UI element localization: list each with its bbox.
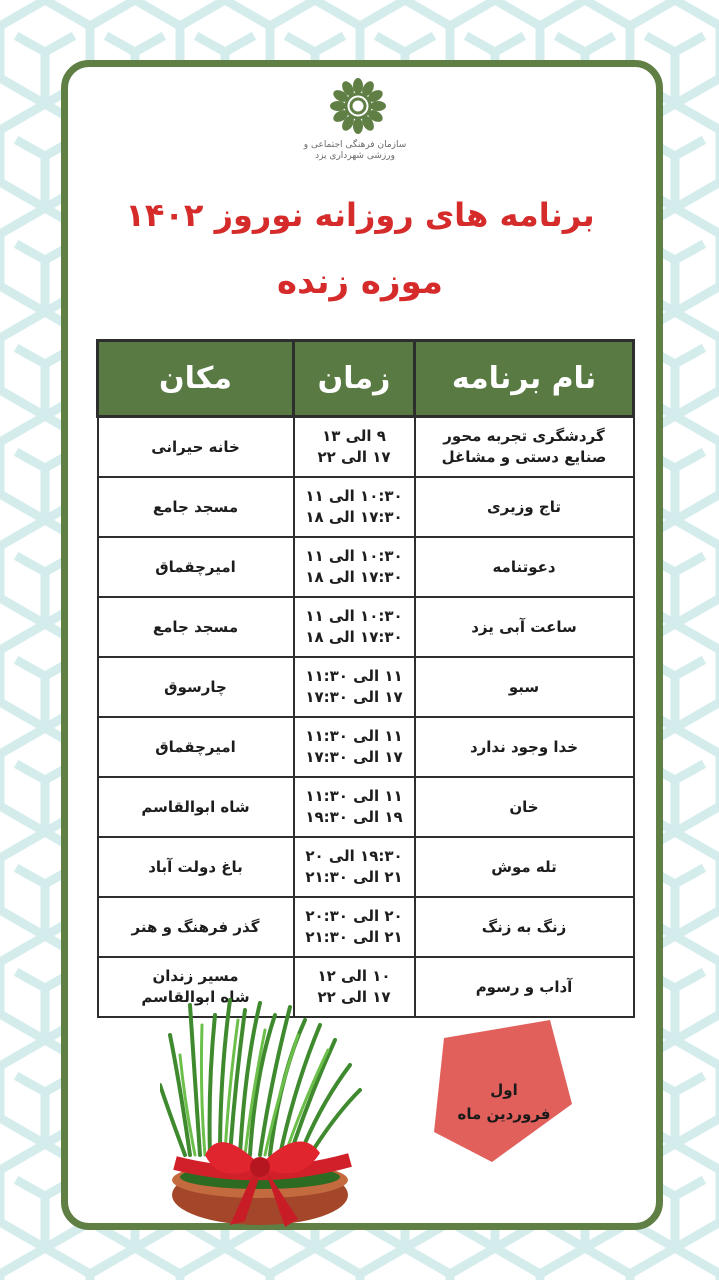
program-place: مسجد جامع [98,477,294,537]
program-time: ۱۹:۳۰ الی ۲۰ ۲۱ الی ۲۱:۳۰ [294,837,415,897]
program-place: خانه حیرانی [98,417,294,478]
program-time: ۹ الی ۱۳ ۱۷ الی ۲۲ [294,417,415,478]
program-time: ۱۱ الی ۱۱:۳۰ ۱۷ الی ۱۷:۳۰ [294,657,415,717]
badge-line2: فروردین ماه [457,1105,551,1123]
table-row [98,537,634,597]
page-title: برنامه های روزانه نوروز ۱۴۰۲ [125,196,595,234]
date-badge-text [440,1078,568,1126]
program-time: ۱۰:۳۰ الی ۱۱ ۱۷:۳۰ الی ۱۸ [294,597,415,657]
program-time: ۱۰:۳۰ الی ۱۱ ۱۷:۳۰ الی ۱۸ [294,537,415,597]
program-name: ساعت آبی یزد [415,597,634,657]
program-name: خدا وجود ندارد [415,717,634,777]
table-header-row [98,341,634,417]
program-place: باغ دولت آباد [98,837,294,897]
program-name: دعوتنامه [415,537,634,597]
header-name: نام برنامه [415,341,634,417]
program-time: ۱۰ الی ۱۲ ۱۷ الی ۲۲ [294,957,415,1017]
program-time: ۲۰ الی ۲۰:۳۰ ۲۱ الی ۲۱:۳۰ [294,897,415,957]
program-name: تاج وزیری [415,477,634,537]
program-place: امیرچقماق [98,537,294,597]
badge-line1: اول [490,1081,518,1099]
table-row [98,657,634,717]
table-row [98,777,634,837]
program-name: خان [415,777,634,837]
table-row [98,477,634,537]
sabzeh-plant-icon [160,995,380,1235]
program-place: شاه ابوالقاسم [98,777,294,837]
table-row [98,897,634,957]
org-caption: سازمان فرهنگی اجتماعی و ورزشی شهرداری یزد [303,140,407,161]
program-name: آداب و رسوم [415,957,634,1017]
header-place: مکان [98,341,294,417]
program-place: مسجد جامع [98,597,294,657]
program-name: سبو [415,657,634,717]
program-name: گردشگری تجربه محور صنایع دستی و مشاغل [415,417,634,478]
program-name: زنگ به زنگ [415,897,634,957]
schedule-table [96,339,635,1018]
page-subtitle: موزه زنده [277,262,443,302]
program-place: امیرچقماق [98,717,294,777]
program-place: مسیر زندان شاه ابوالقاسم [98,957,294,1017]
table-row [98,717,634,777]
program-time: ۱۱ الی ۱۱:۳۰ ۱۹ الی ۱۹:۳۰ [294,777,415,837]
program-time: ۱۰:۳۰ الی ۱۱ ۱۷:۳۰ الی ۱۸ [294,477,415,537]
table-row [98,837,634,897]
program-name: تله موش [415,837,634,897]
program-place: گذر فرهنگ و هنر [98,897,294,957]
program-time: ۱۱ الی ۱۱:۳۰ ۱۷ الی ۱۷:۳۰ [294,717,415,777]
program-place: چارسوق [98,657,294,717]
table-row [98,597,634,657]
header-time: زمان [294,341,415,417]
table-row [98,417,634,478]
